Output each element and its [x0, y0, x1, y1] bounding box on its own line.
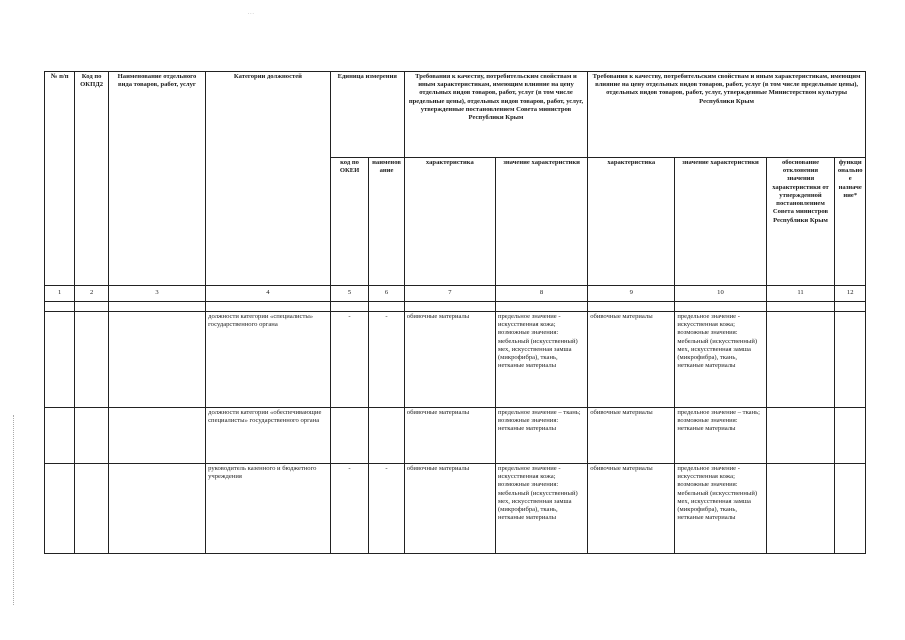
column-number: 6	[369, 286, 404, 302]
cell-value-2: предельное значение – ткань; возможные значения: нетканые материалы	[675, 408, 766, 464]
column-number: 2	[75, 286, 108, 302]
column-number: 10	[675, 286, 766, 302]
cell-okei: -	[330, 312, 369, 408]
table-row	[45, 312, 866, 408]
header-number: № п/п	[45, 72, 75, 286]
cell-value-2: предельное значение - искусственная кожа; возможные значения: мебельный (искусственный) мех, искусственная замша (микрофибра), ткань, нетканые материалы	[675, 312, 766, 408]
cell-okpd2	[75, 464, 108, 554]
cell-okpd2	[75, 312, 108, 408]
cell-unit: -	[369, 464, 404, 554]
cell-justification	[766, 408, 835, 464]
header-council-requirements: Требования к качеству, потребительским свойствам и иным характеристикам, имеющим влияние на цену отдельных видов товаров, работ, услуг (в том числе предельные цены), отдельных видов товаров, работ, услуг, утвержденные постановлением Совета министров Республики Крым	[404, 72, 587, 158]
top-mark: ...	[248, 11, 255, 16]
cell-characteristic-1: обивочные материалы	[404, 464, 495, 554]
header-functional-purpose: функциональное назначение*	[835, 158, 866, 286]
cell-justification	[766, 312, 835, 408]
cell-characteristic-2: обивочные материалы	[588, 464, 675, 554]
cell-unit: -	[369, 312, 404, 408]
column-number: 11	[766, 286, 835, 302]
cell-justification	[766, 464, 835, 554]
header-okei-code: код по ОКЕИ	[330, 158, 369, 286]
column-number-row	[45, 286, 866, 302]
cell-characteristic-2: обивочные материалы	[588, 408, 675, 464]
cell-okpd2	[75, 408, 108, 464]
cell-characteristic-1: обивочные материалы	[404, 408, 495, 464]
header-deviation-justification: обоснование отклонения значения характеристики от утвержденной постановлением Совета министров Республики Крым	[766, 158, 835, 286]
column-number: 7	[404, 286, 495, 302]
header-okpd2: Код по ОКПД2	[75, 72, 108, 286]
cell-value-1: предельное значение – ткань; возможные значения: нетканые материалы	[495, 408, 587, 464]
spacer-row	[45, 302, 866, 312]
header-value-1: значение характеристики	[495, 158, 587, 286]
cell-item-name	[108, 464, 205, 554]
cell-item-name	[108, 408, 205, 464]
cell-item-name	[108, 312, 205, 408]
cell-number	[45, 408, 75, 464]
header-item-name: Наименование отдельного вида товаров, работ, услуг	[108, 72, 205, 286]
header-ministry-requirements: Требования к качеству, потребительским свойствам и иным характеристикам, имеющим влияние на цену отдельных видов товаров, работ, услуг (в том числе предельные цены), отдельных видов товаров, работ, услуг, утвержденные Министерством культуры Республики Крым	[588, 72, 866, 158]
cell-value-2: предельное значение - искусственная кожа; возможные значения: мебельный (искусственный) мех, искусственная замша (микрофибра), ткань, нетканые материалы	[675, 464, 766, 554]
header-characteristic-1: характеристика	[404, 158, 495, 286]
column-number: 12	[835, 286, 866, 302]
header-characteristic-2: характеристика	[588, 158, 675, 286]
header-unit-name: наименование	[369, 158, 404, 286]
binding-mark	[13, 415, 15, 605]
cell-function	[835, 464, 866, 554]
column-number: 1	[45, 286, 75, 302]
cell-value-1: предельное значение - искусственная кожа; возможные значения: мебельный (искусственный) мех, искусственная замша (микрофибра), ткань, нетканые материалы	[495, 464, 587, 554]
column-number: 9	[588, 286, 675, 302]
cell-value-1: предельное значение - искусственная кожа; возможные значения: мебельный (искусственный) мех, искусственная замша (микрофибра), ткань, нетканые материалы	[495, 312, 587, 408]
cell-number	[45, 464, 75, 554]
column-number: 3	[108, 286, 205, 302]
column-number: 8	[495, 286, 587, 302]
header-row-groups	[45, 72, 866, 158]
cell-characteristic-1: обивочные материалы	[404, 312, 495, 408]
requirements-table	[44, 71, 866, 554]
cell-okei	[330, 408, 369, 464]
cell-category: руководитель казенного и бюджетного учреждения	[206, 464, 331, 554]
cell-category: должности категории «специалисты» государственного органа	[206, 312, 331, 408]
table-row	[45, 408, 866, 464]
header-value-2: значение характеристики	[675, 158, 766, 286]
column-number: 4	[206, 286, 331, 302]
cell-function	[835, 312, 866, 408]
cell-category: должности категории «обеспечивающие специалисты» государственного органа	[206, 408, 331, 464]
column-number: 5	[330, 286, 369, 302]
table-row	[45, 464, 866, 554]
cell-characteristic-2: обивочные материалы	[588, 312, 675, 408]
header-unit-group: Единица измерения	[330, 72, 404, 158]
header-position-category: Категории должностей	[206, 72, 331, 286]
cell-number	[45, 312, 75, 408]
cell-unit	[369, 408, 404, 464]
cell-okei: -	[330, 464, 369, 554]
cell-function	[835, 408, 866, 464]
